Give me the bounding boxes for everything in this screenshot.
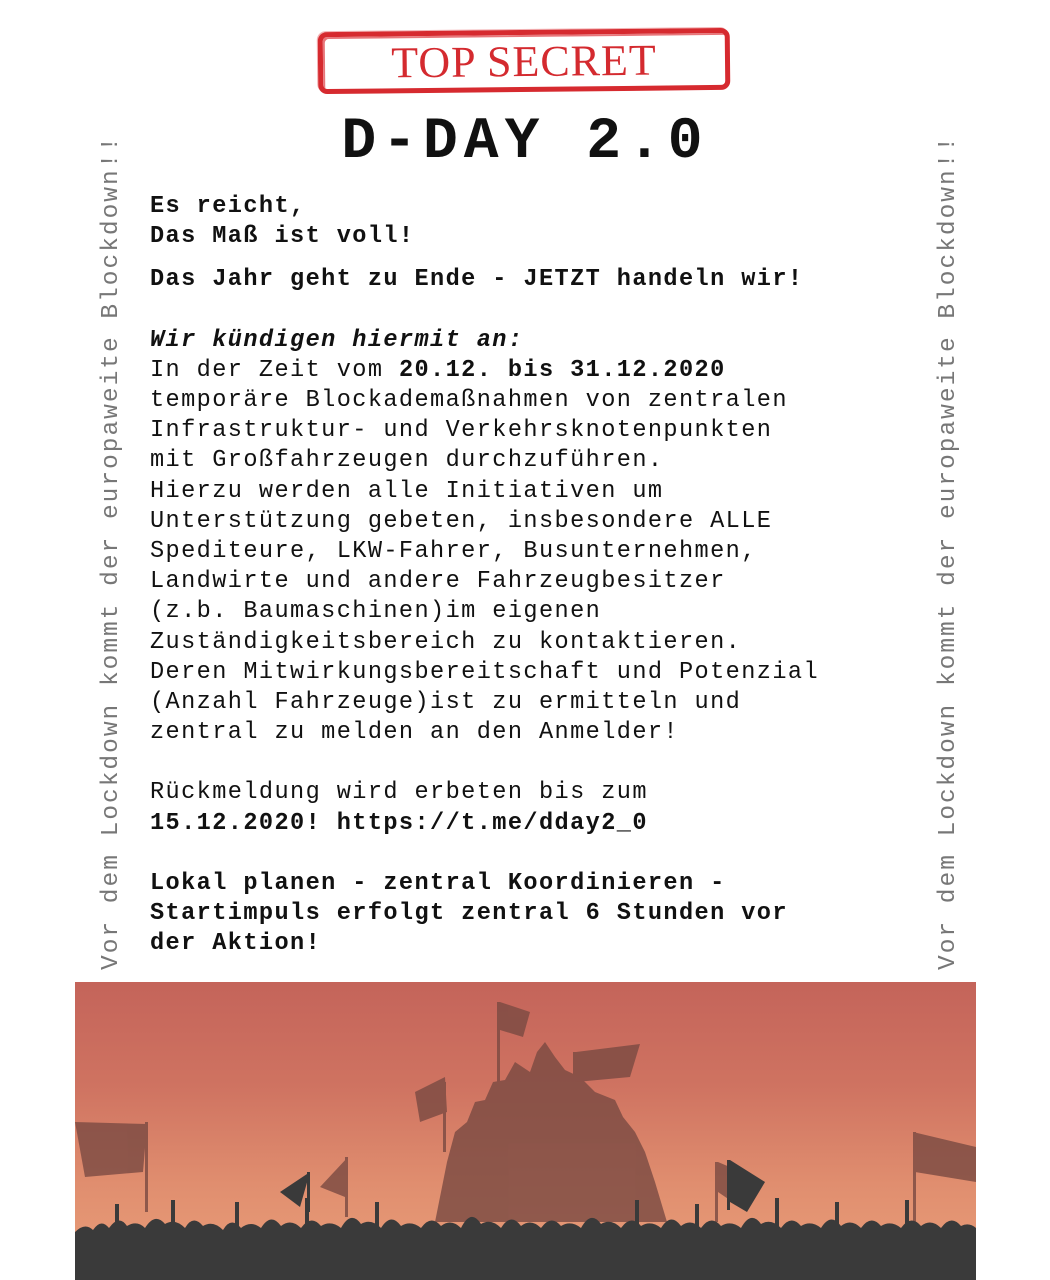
side-slogan-right-text: Vor dem Lockdown kommt der europaweite Blockdown!! — [935, 134, 962, 970]
page-title: D-DAY 2.0 — [341, 110, 709, 175]
greeting-line-1: Es reicht, — [150, 193, 306, 220]
announce-line: Deren Mitwirkungsbereitschaft und Potenzial — [150, 658, 820, 686]
dates-prefix: In der Zeit vom — [150, 356, 399, 384]
feedback-deadline-link: 15.12.2020! https://t.me/dday2_0 — [150, 809, 648, 837]
crowd-silhouette — [75, 982, 976, 1280]
announce-line: Hierzu werden alle Initiativen um — [150, 477, 664, 505]
headline: Das Jahr geht zu Ende - JETZT handeln wir! — [150, 266, 804, 294]
announce-line: temporäre Blockademaßnahmen von zentralen — [150, 387, 788, 415]
announce-line: (z.b. Baumaschinen)im eigenen — [150, 598, 602, 626]
announce-line: Zuständigkeitsbereich zu kontaktieren. — [150, 628, 742, 656]
announce-heading: Wir kündigen hiermit an: — [150, 326, 524, 354]
announce-line-dates — [150, 356, 920, 386]
announce-line: (Anzahl Fahrzeuge)ist zu ermitteln und — [150, 689, 742, 717]
announce-line: Unterstützung gebeten, insbesondere ALLE — [150, 507, 773, 535]
announce-line: Landwirte und andere Fahrzeugbesitzer — [150, 568, 726, 596]
greeting-line-2: Das Maß ist voll! — [150, 223, 415, 251]
stamp-text: TOP SECRET — [391, 35, 658, 88]
announce-line: zentral zu melden an den Anmelder! — [150, 719, 679, 747]
crowd-banner-illustration — [75, 982, 976, 1280]
blockade-dates: 20.12. bis 31.12.2020 — [398, 356, 726, 384]
flyer-body — [150, 192, 920, 959]
closing-line: der Aktion! — [150, 930, 322, 958]
announce-line: mit Großfahrzeugen durchzuführen. — [150, 447, 664, 475]
announce-line: Infrastruktur- und Verkehrsknotenpunkten — [150, 417, 773, 445]
feedback-line: Rückmeldung wird erbeten bis zum — [150, 779, 648, 807]
side-slogan-left-text: Vor dem Lockdown kommt der europaweite Blockdown!! — [98, 134, 125, 970]
top-secret-stamp — [318, 28, 731, 94]
announce-line: Spediteure, LKW-Fahrer, Busunternehmen, — [150, 538, 757, 566]
closing-line: Startimpuls erfolgt zentral 6 Stunden vor — [150, 900, 788, 928]
closing-line: Lokal planen - zentral Koordinieren - — [150, 869, 726, 897]
